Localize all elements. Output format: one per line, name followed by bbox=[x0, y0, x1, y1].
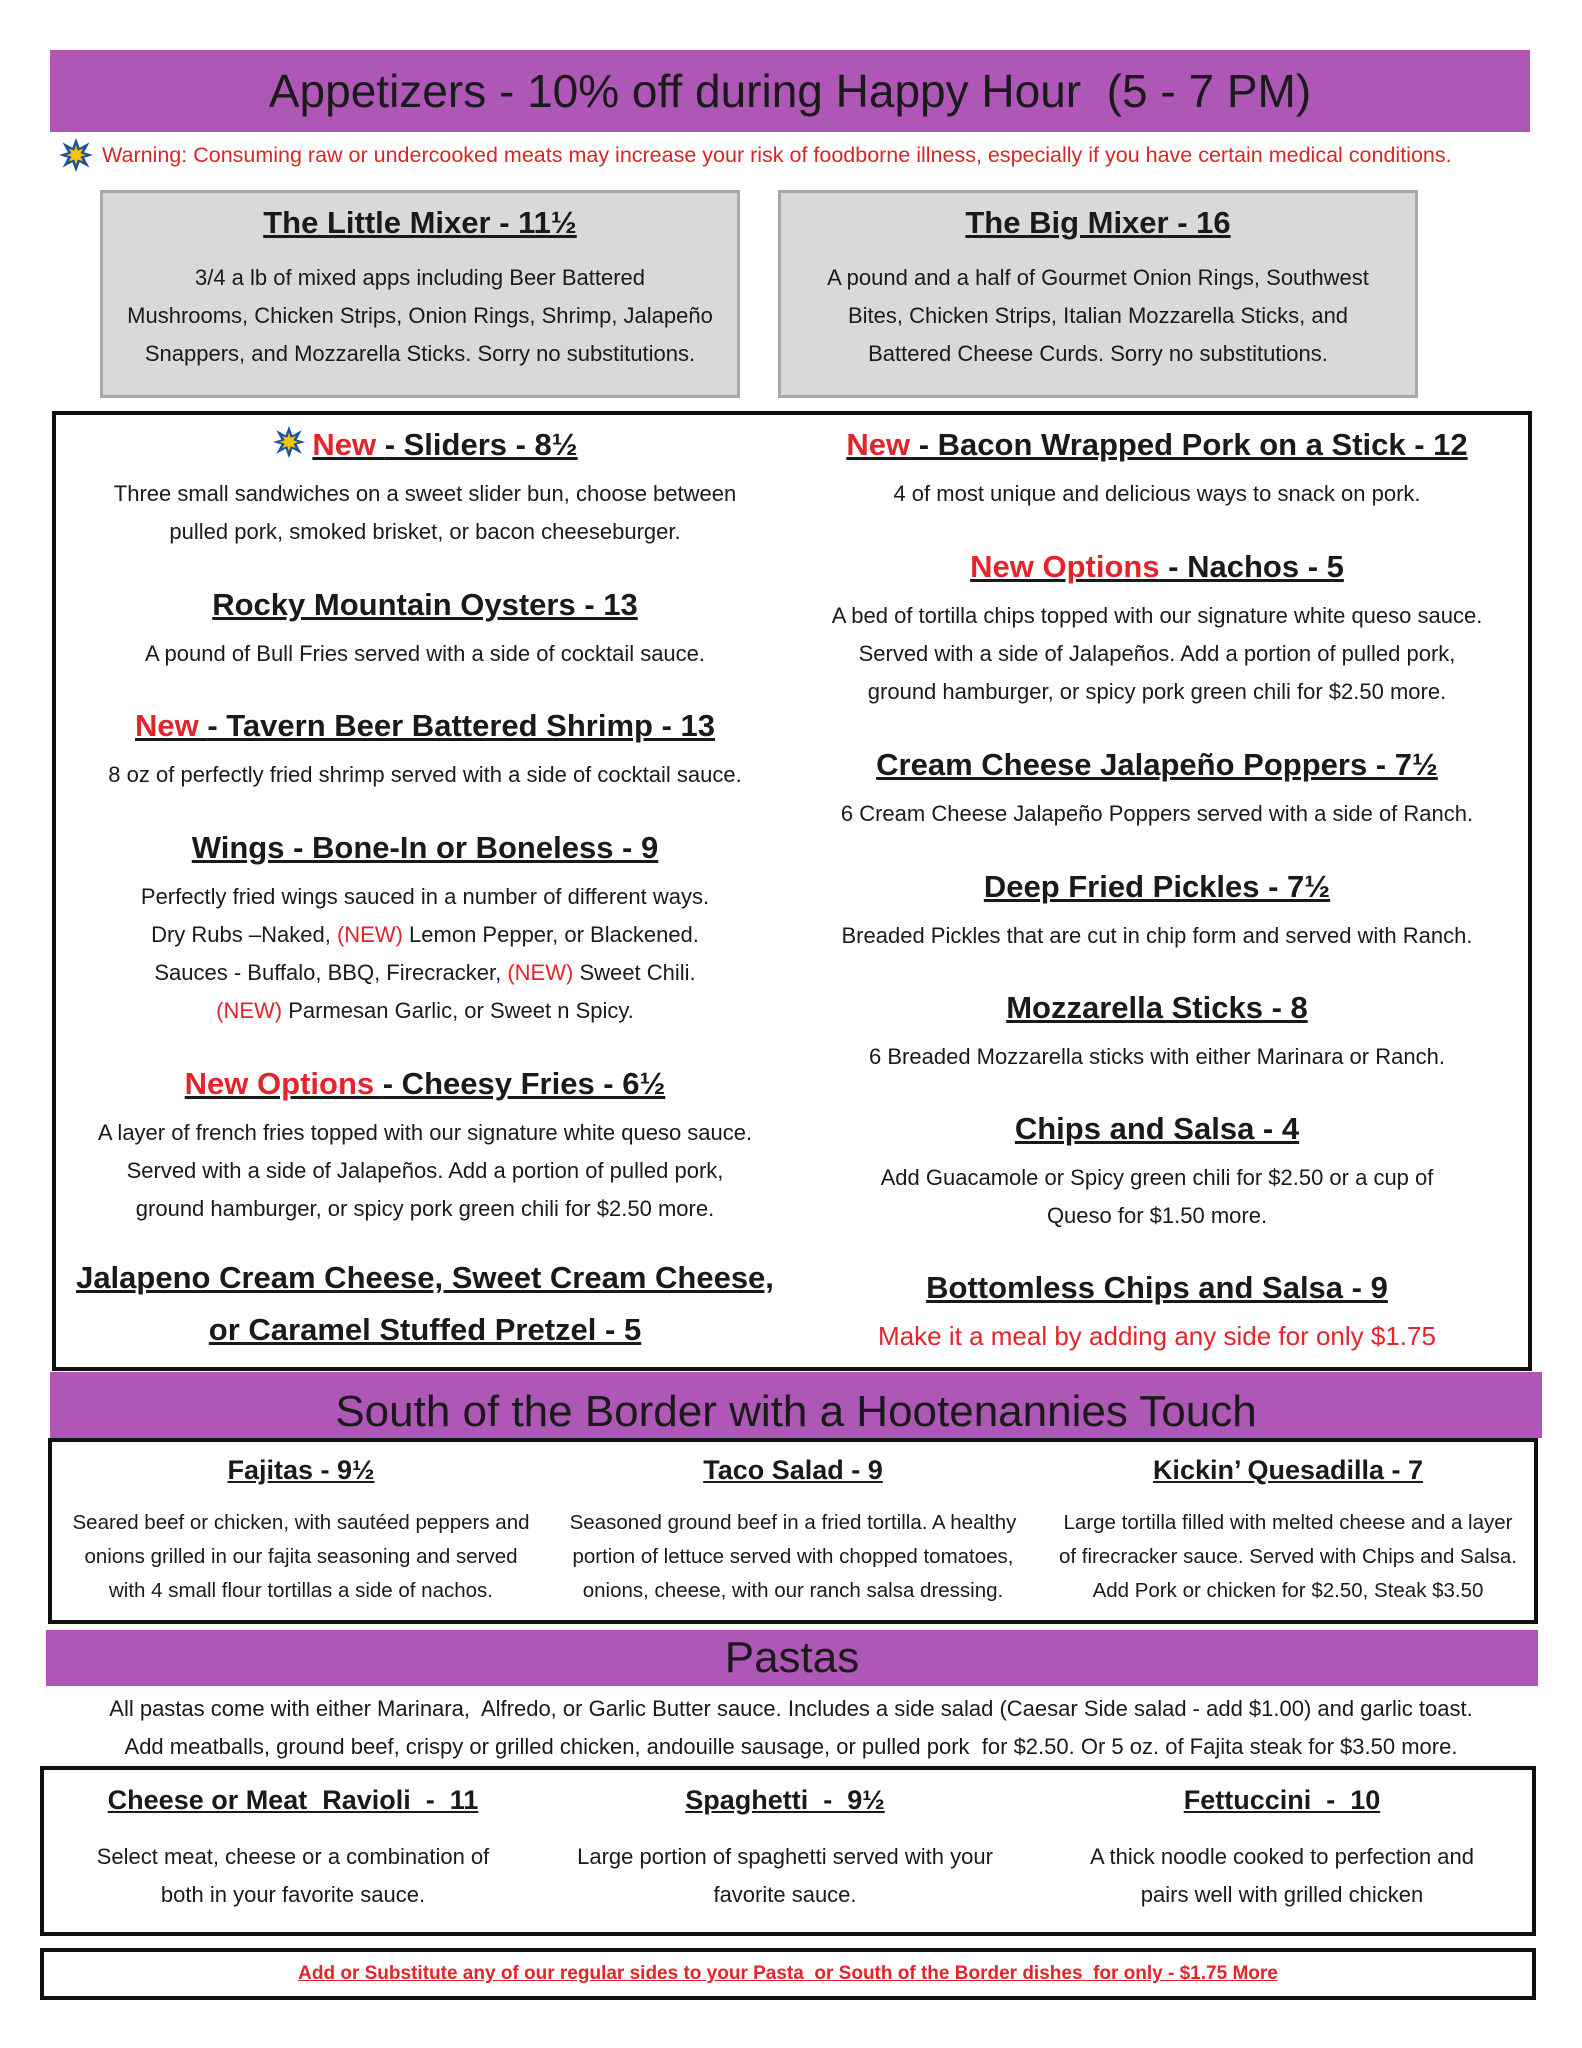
desc-line: A pound of Bull Fries served with a side of cocktail sauce. bbox=[144, 641, 706, 666]
desc-text: Lemon Pepper, or Blackened. bbox=[402, 922, 699, 947]
desc-line: Served with a side of Jalapeños. Add a portion of pulled pork, bbox=[858, 641, 1456, 666]
desc-line: pulled pork, smoked brisket, or bacon cheeseburger. bbox=[169, 519, 681, 544]
appetizers-banner bbox=[50, 50, 1530, 132]
new-label: New bbox=[135, 708, 208, 743]
big-mixer-desc-line: Battered Cheese Curds. Sorry no substitutions. bbox=[868, 341, 1328, 366]
food-warning bbox=[58, 138, 1538, 172]
desc-line: A layer of french fries topped with our signature white queso sauce. bbox=[97, 1120, 753, 1145]
menu-item-oysters bbox=[62, 585, 788, 673]
intro-line: Add meatballs, ground beef, crispy or grilled chicken, andouille sausage, or pulled pork for $2.50. Or 5 oz. of Fajita steak for $3.50 more. bbox=[124, 1734, 1458, 1759]
desc-line: Large portion of spaghetti served with your bbox=[577, 1844, 993, 1869]
item-description bbox=[62, 878, 788, 1030]
new-tag: (NEW) bbox=[216, 998, 283, 1023]
item-description bbox=[1034, 1838, 1530, 1914]
menu-item-pretzel bbox=[62, 1258, 788, 1350]
desc-line bbox=[62, 992, 788, 1030]
item-description bbox=[792, 1038, 1522, 1076]
desc-line: 8 oz of perfectly fried shrimp served with a side of cocktail sauce. bbox=[108, 762, 742, 787]
intro-line: All pastas come with either Marinara, Alfredo, or Garlic Butter sauce. Includes a side salad (Caesar Side salad - add $1.00) and garlic toast. bbox=[109, 1696, 1473, 1721]
item-title: Chips and Salsa - 4 bbox=[1014, 1111, 1300, 1146]
desc-line: 6 Breaded Mozzarella sticks with either Marinara or Ranch. bbox=[869, 1044, 1445, 1069]
desc-line: onions, cheese, with our ranch salsa dressing. bbox=[582, 1579, 1004, 1602]
item-title: Rocky Mountain Oysters - 13 bbox=[212, 587, 638, 622]
menu-item-cheesy-fries bbox=[62, 1064, 788, 1228]
new-label: New Options bbox=[970, 549, 1160, 584]
desc-line: A bed of tortilla chips topped with our signature white queso sauce. bbox=[831, 603, 1483, 628]
menu-item-quesadilla bbox=[1042, 1450, 1534, 1608]
desc-line: onions grilled in our fajita seasoning and served bbox=[84, 1545, 518, 1568]
item-title bbox=[62, 425, 788, 465]
menu-item-poppers bbox=[792, 745, 1522, 833]
menu-item-pickles bbox=[792, 867, 1522, 955]
starburst-icon bbox=[272, 425, 306, 459]
desc-line: Large tortilla filled with melted cheese and a layer bbox=[1063, 1511, 1513, 1534]
item-description bbox=[792, 795, 1522, 833]
desc-text: Dry Rubs –Naked, bbox=[151, 922, 337, 947]
menu-item-ravioli bbox=[48, 1780, 538, 1914]
sides-footer-box bbox=[40, 1948, 1536, 2000]
desc-text: Sweet Chili. bbox=[573, 960, 696, 985]
menu-item-bacon-pork bbox=[792, 425, 1522, 513]
item-description bbox=[62, 475, 788, 551]
desc-line: favorite sauce. bbox=[713, 1882, 857, 1907]
new-tag: (NEW) bbox=[507, 960, 574, 985]
menu-item-sliders bbox=[62, 425, 788, 551]
menu-item-spaghetti bbox=[540, 1780, 1030, 1914]
item-title: Spaghetti - 9½ bbox=[685, 1785, 885, 1815]
desc-line: Three small sandwiches on a sweet slider bun, choose between bbox=[113, 481, 737, 506]
item-title bbox=[62, 706, 788, 746]
desc-line: Seasoned ground beef in a fried tortilla. A healthy bbox=[569, 1511, 1017, 1534]
item-name: - Cheesy Fries - 6½ bbox=[382, 1066, 666, 1101]
item-description bbox=[62, 635, 788, 673]
desc-line: 4 of most unique and delicious ways to snack on pork. bbox=[893, 481, 1421, 506]
item-description bbox=[792, 917, 1522, 955]
item-title: Wings - Bone-In or Boneless - 9 bbox=[191, 830, 659, 865]
desc-line: Select meat, cheese or a combination of bbox=[96, 1844, 490, 1869]
item-description bbox=[56, 1506, 546, 1608]
little-mixer-title: The Little Mixer - 11½ bbox=[263, 205, 577, 240]
meal-note: Make it a meal by adding any side for only $1.75 bbox=[878, 1321, 1436, 1351]
south-border-title: South of the Border with a Hootenannies Touch bbox=[335, 1387, 1257, 1436]
item-name: - Bacon Wrapped Pork on a Stick - 12 bbox=[910, 427, 1468, 462]
item-title: Mozzarella Sticks - 8 bbox=[1006, 990, 1308, 1025]
new-label: New bbox=[846, 427, 911, 462]
item-description bbox=[62, 756, 788, 794]
item-name: - Sliders - 8½ bbox=[384, 427, 578, 462]
new-label: New Options bbox=[184, 1066, 383, 1101]
little-mixer-card bbox=[100, 190, 740, 398]
little-mixer-desc-line: 3/4 a lb of mixed apps including Beer Battered bbox=[194, 265, 646, 290]
menu-item-wings bbox=[62, 828, 788, 1030]
desc-line: with 4 small flour tortillas a side of nachos. bbox=[109, 1579, 493, 1602]
desc-line bbox=[62, 954, 788, 992]
little-mixer-desc-line: Snappers, and Mozzarella Sticks. Sorry no substitutions. bbox=[144, 341, 696, 366]
item-title: Jalapeno Cream Cheese, Sweet Cream Cheese, bbox=[76, 1260, 774, 1295]
new-tag: (NEW) bbox=[336, 922, 403, 947]
desc-line bbox=[62, 916, 788, 954]
item-description bbox=[792, 597, 1522, 711]
item-title: or Caramel Stuffed Pretzel - 5 bbox=[208, 1312, 642, 1347]
item-description bbox=[548, 1506, 1038, 1608]
item-description bbox=[792, 1159, 1522, 1235]
desc-line: Served with a side of Jalapeños. Add a portion of pulled pork, bbox=[126, 1158, 724, 1183]
menu-item-fajitas bbox=[56, 1450, 546, 1608]
desc-text: Sauces - Buffalo, BBQ, Firecracker, bbox=[154, 960, 508, 985]
item-title: Cream Cheese Jalapeño Poppers - 7½ bbox=[876, 747, 1438, 782]
desc-line: 6 Cream Cheese Jalapeño Poppers served with a side of Ranch. bbox=[840, 801, 1474, 826]
desc-line: Breaded Pickles that are cut in chip form and served with Ranch. bbox=[841, 923, 1473, 948]
item-title: Taco Salad - 9 bbox=[703, 1455, 883, 1485]
menu-item-chips-salsa bbox=[792, 1109, 1522, 1235]
desc-line: Queso for $1.50 more. bbox=[1046, 1203, 1268, 1228]
item-description bbox=[1042, 1506, 1534, 1608]
menu-item-bottomless bbox=[792, 1268, 1522, 1354]
new-label: New bbox=[312, 427, 385, 462]
item-title: Deep Fried Pickles - 7½ bbox=[983, 869, 1331, 904]
desc-line: Add Pork or chicken for $2.50, Steak $3.50 bbox=[1092, 1579, 1484, 1602]
item-description bbox=[540, 1838, 1030, 1914]
big-mixer-card bbox=[778, 190, 1418, 398]
menu-item-nachos bbox=[792, 547, 1522, 711]
desc-line: ground hamburger, or spicy pork green chili for $2.50 more. bbox=[867, 679, 1447, 704]
warning-text: Warning: Consuming raw or undercooked meats may increase your risk of foodborne illness, especially if you have certain medical conditions. bbox=[102, 142, 1452, 167]
item-description bbox=[48, 1838, 538, 1914]
item-title bbox=[792, 425, 1522, 465]
desc-line: ground hamburger, or spicy pork green chili for $2.50 more. bbox=[135, 1196, 715, 1221]
item-title: Bottomless Chips and Salsa - 9 bbox=[926, 1270, 1388, 1305]
sides-footer-text: Add or Substitute any of our regular sides to your Pasta or South of the Border dishes for only - $1.75 More bbox=[298, 1963, 1278, 1984]
item-title: Fettuccini - 10 bbox=[1183, 1785, 1381, 1815]
menu-item-fettuccini bbox=[1034, 1780, 1530, 1914]
item-title: Kickin’ Quesadilla - 7 bbox=[1152, 1455, 1424, 1485]
item-description bbox=[792, 475, 1522, 513]
item-title: Cheese or Meat Ravioli - 11 bbox=[107, 1785, 479, 1815]
menu-item-shrimp bbox=[62, 706, 788, 794]
big-mixer-desc-line: Bites, Chicken Strips, Italian Mozzarella Sticks, and bbox=[847, 303, 1349, 328]
menu-item-mozzarella bbox=[792, 988, 1522, 1076]
pastas-intro bbox=[30, 1690, 1552, 1766]
appetizers-banner-title: Appetizers - 10% off during Happy Hour (5 - 7 PM) bbox=[268, 65, 1312, 117]
desc-line: of firecracker sauce. Served with Chips and Salsa. bbox=[1058, 1545, 1518, 1568]
starburst-icon bbox=[58, 137, 94, 173]
menu-item-taco-salad bbox=[548, 1450, 1038, 1608]
item-title bbox=[792, 547, 1522, 587]
desc-line: Seared beef or chicken, with sautéed peppers and bbox=[72, 1511, 530, 1534]
pastas-title: Pastas bbox=[724, 1633, 860, 1682]
big-mixer-desc-line: A pound and a half of Gourmet Onion Rings, Southwest bbox=[827, 265, 1369, 290]
desc-line: A thick noodle cooked to perfection and bbox=[1089, 1844, 1475, 1869]
item-description bbox=[62, 1114, 788, 1228]
pastas-banner bbox=[46, 1630, 1538, 1686]
desc-text: Parmesan Garlic, or Sweet n Spicy. bbox=[282, 998, 634, 1023]
desc-line: portion of lettuce served with chopped tomatoes, bbox=[572, 1545, 1014, 1568]
big-mixer-title: The Big Mixer - 16 bbox=[965, 205, 1231, 240]
item-name: - Tavern Beer Battered Shrimp - 13 bbox=[207, 708, 715, 743]
south-border-banner bbox=[50, 1372, 1542, 1438]
item-title bbox=[62, 1064, 788, 1104]
item-title: Fajitas - 9½ bbox=[227, 1455, 375, 1485]
desc-line: pairs well with grilled chicken bbox=[1140, 1882, 1424, 1907]
item-name: - Nachos - 5 bbox=[1159, 549, 1344, 584]
desc-line: Add Guacamole or Spicy green chili for $2.50 or a cup of bbox=[880, 1165, 1434, 1190]
desc-line: both in your favorite sauce. bbox=[160, 1882, 426, 1907]
little-mixer-desc-line: Mushrooms, Chicken Strips, Onion Rings, Shrimp, Jalapeño bbox=[127, 303, 713, 328]
desc-line: Perfectly fried wings sauced in a number of different ways. bbox=[140, 884, 710, 909]
